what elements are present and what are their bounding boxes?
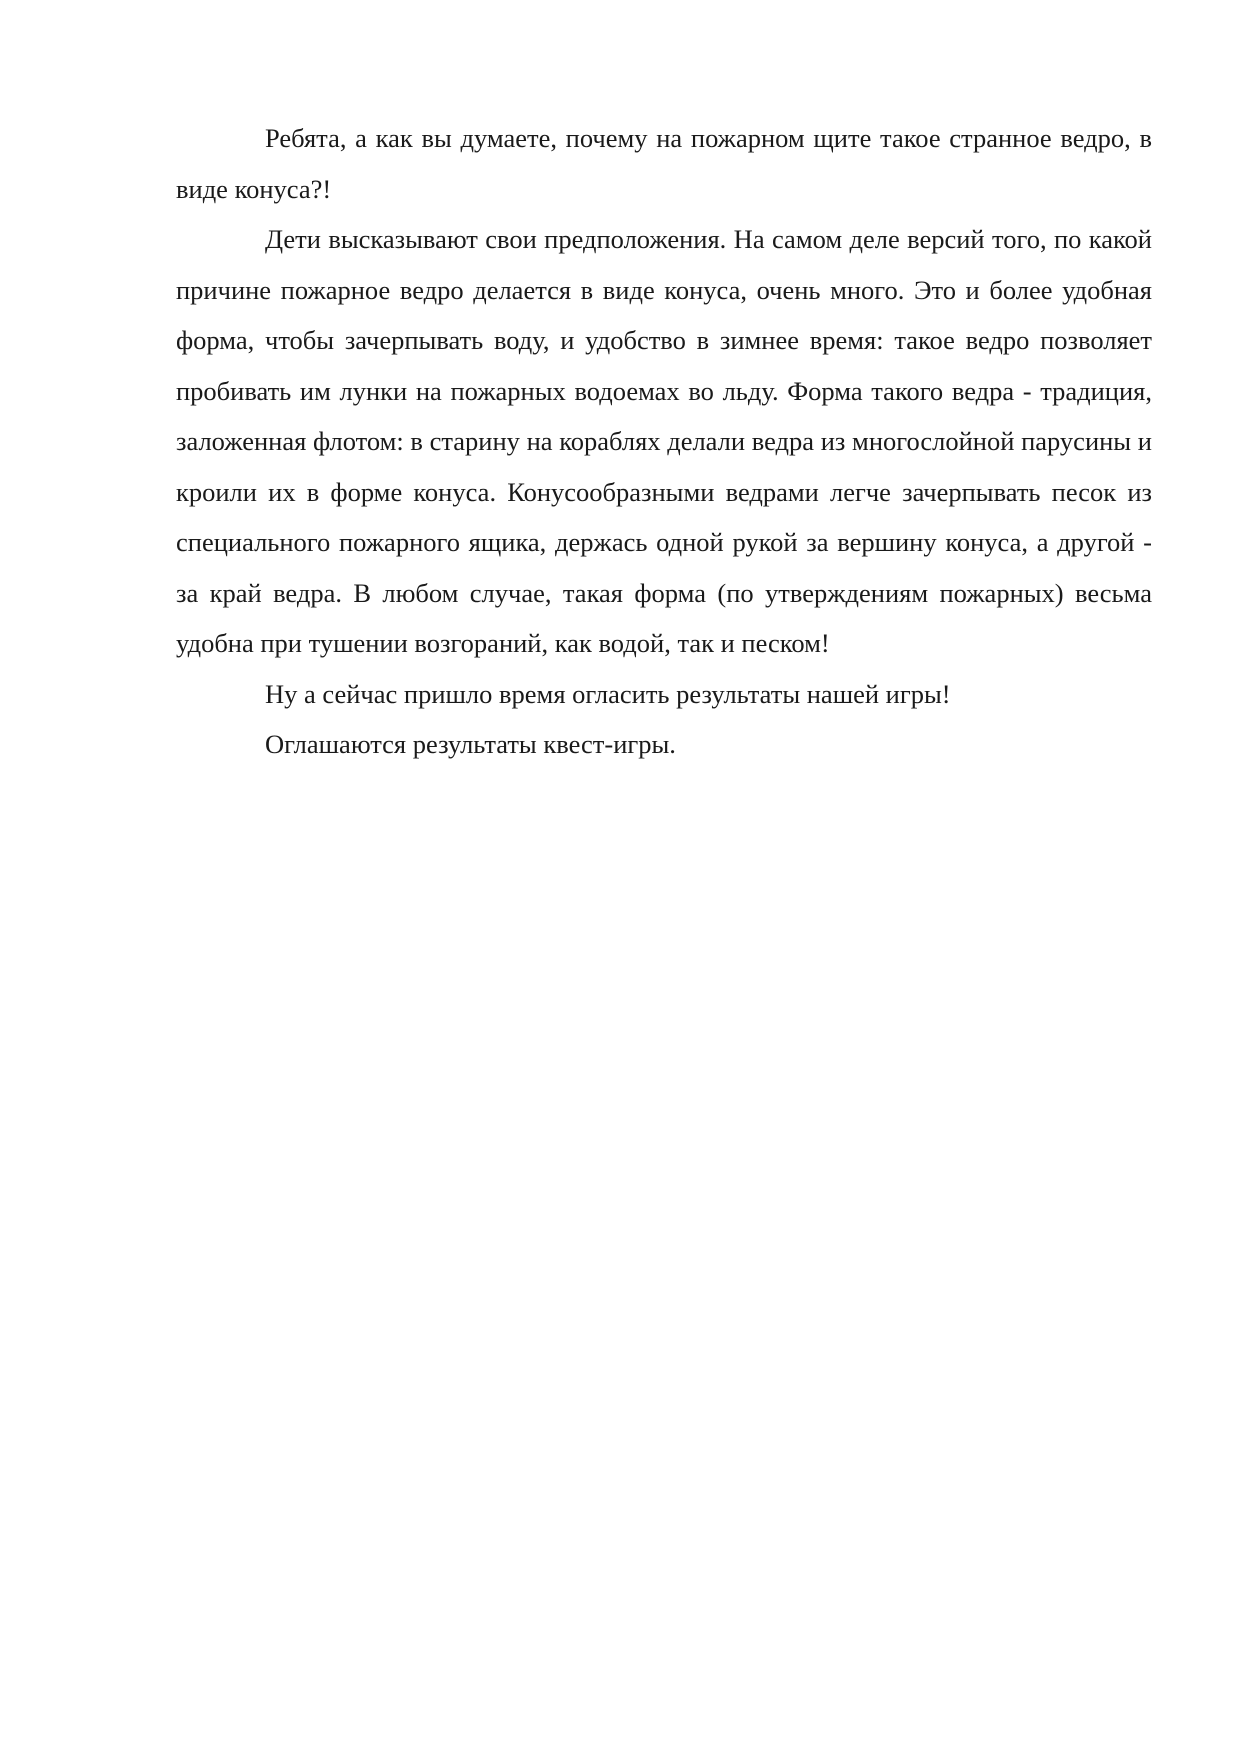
paragraph-announcement: Ну а сейчас пришло время огласить результаты нашей игры! (265, 678, 951, 709)
paragraph-explanation: Дети высказывают свои предположения. На самом деле версий того, по какой причине пожарное ведро делается в виде конуса, очень много. Это и более удобная форма, чтобы зачерпывать воду, и удобство в зимнее время: такое ведро позволяет пробивать им лунки на пожарных водоемах во льду. Форма такого ведра - традиция, заложенная флотом: в старину на кораблях делали ведра из многослойной парусины и кроили их в форме конуса. Конусообразными ведрами легче зачерпывать песок из специального пожарного ящика, держась одной рукой за вершину конуса, а другой - за край ведра. В любом случае, такая форма (по утверждениям пожарных) весьма удобна при тушении возгораний, как водой, так и песком! (176, 224, 1152, 658)
paragraph-question: Ребята, а как вы думаете, почему на пожарном щите такое странное ведро, в виде конуса?! (176, 123, 1152, 204)
document-body (176, 113, 1152, 770)
paragraph-results: Оглашаются результаты квест-игры. (265, 729, 676, 759)
